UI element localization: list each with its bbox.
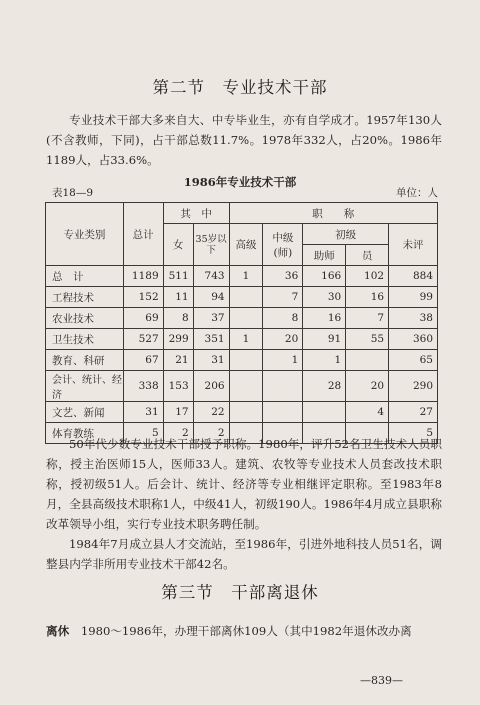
cell-female: 299 [163,329,193,350]
cell-assistant: 91 [303,329,346,350]
row-label: 体育教练 [46,423,124,444]
cell-senior [229,371,263,402]
cell-female: 8 [163,308,193,329]
cell-unrated: 884 [389,266,438,287]
section3-paragraph [46,621,442,641]
cell-assistant: 16 [303,308,346,329]
cell-senior [229,287,263,308]
table-row [46,371,438,402]
header-of-which: 其 中 [163,203,229,224]
cell-unrated: 38 [389,308,438,329]
cell-female: 21 [163,350,193,371]
row-label: 卫生技术 [46,329,124,350]
header-assistant: 助师 [303,245,346,266]
header-junior: 初级 [303,224,389,245]
cell-assistant: 1 [303,350,346,371]
cell-total: 338 [123,371,163,402]
cell-senior: 1 [229,329,263,350]
table-unit: 单位：人 [396,187,438,199]
page-number: —839— [360,674,403,687]
cell-total: 67 [123,350,163,371]
cell-staff: 4 [346,402,389,423]
cell-middle: 7 [263,287,303,308]
table-row [46,266,438,287]
header-category: 专业类别 [46,203,124,266]
cell-assistant: 30 [303,287,346,308]
header-unrated: 未评 [389,224,438,266]
cell-assistant: 166 [303,266,346,287]
cell-unrated: 27 [389,402,438,423]
cell-middle: 36 [263,266,303,287]
cell-under35: 351 [193,329,229,350]
intro-paragraph: 专业技术干部大多来自大、中专毕业生，亦有自学成才。1957年130人(不含教师，下同)，占干部总数11.7%。1978年332人，占20%。1986年1189人，占33.6%。 [46,113,442,167]
table-row [46,350,438,371]
row-label: 总 计 [46,266,124,287]
row-label: 工程技术 [46,287,124,308]
cell-senior: 1 [229,266,263,287]
cell-under35: 2 [193,423,229,444]
body-paragraph: 1984年7月成立县人才交流站，至1986年，引进外地科技人员51名，调整县内学非所用专业技术干部42名。 [46,537,442,571]
header-total: 总计 [123,203,163,266]
cell-middle: 8 [263,308,303,329]
cell-staff: 102 [346,266,389,287]
header-senior: 高级 [229,224,263,266]
cell-unrated: 99 [389,287,438,308]
header-middle: 中级(师) [263,224,303,266]
cell-under35: 22 [193,402,229,423]
cell-under35: 37 [193,308,229,329]
row-label: 教育、科研 [46,350,124,371]
cell-staff: 7 [346,308,389,329]
table-row [46,308,438,329]
section3-text: 1980～1986年，办理干部离休109人（其中1982年退休改办离 [80,624,412,638]
cell-under35: 206 [193,371,229,402]
cell-middle: 20 [263,329,303,350]
cell-assistant: 28 [303,371,346,402]
cell-total: 527 [123,329,163,350]
cell-total: 31 [123,402,163,423]
header-staff: 员 [346,245,389,266]
table-row [46,329,438,350]
table-number: 表18—9 [52,187,94,199]
cell-under35: 31 [193,350,229,371]
stats-table [45,202,438,444]
cell-staff: 55 [346,329,389,350]
section-title: 第二节 专业技术干部 [152,78,328,97]
section-title: 第三节 干部离退休 [161,583,319,602]
header-female: 女 [163,224,193,266]
cell-staff: 16 [346,287,389,308]
cell-middle [263,402,303,423]
cell-total: 5 [123,423,163,444]
cell-total: 1189 [123,266,163,287]
table-title: 1986年专业技术干部 [183,175,297,189]
cell-staff [346,350,389,371]
cell-female: 511 [163,266,193,287]
cell-assistant [303,402,346,423]
cell-total: 69 [123,308,163,329]
row-label: 文艺、新闻 [46,402,124,423]
lead-heading: 离休 [46,624,70,638]
cell-unrated: 290 [389,371,438,402]
table-row [46,402,438,423]
body-paragraph: 50年代少数专业技术干部授予职称。1980年，评升52名卫生技术人员职称，授主治医师15人，医师33人。建筑、农牧等专业技术人员套改技术职称，授初级51人。后会计、统计、经济等专业相继评定职称。至1983年8月，全县高级技术职称1人，中级41人，初级190人。1986年4月成立县职称改革领导小组，实行专业技术职务聘任制。 [46,437,442,531]
cell-female: 11 [163,287,193,308]
cell-middle [263,371,303,402]
row-label: 会计、统计、经济 [46,371,124,402]
header-under35: 35岁以下 [193,224,229,266]
cell-senior [229,350,263,371]
table-row [46,287,438,308]
row-label: 农业技术 [46,308,124,329]
cell-female: 153 [163,371,193,402]
cell-female: 17 [163,402,193,423]
cell-senior [229,402,263,423]
cell-senior [229,308,263,329]
cell-under35: 94 [193,287,229,308]
header-title-group: 职 称 [229,203,437,224]
cell-middle: 1 [263,350,303,371]
cell-female: 2 [163,423,193,444]
cell-under35: 743 [193,266,229,287]
cell-total: 152 [123,287,163,308]
cell-staff: 20 [346,371,389,402]
cell-unrated: 5 [389,423,438,444]
cell-unrated: 65 [389,350,438,371]
cell-unrated: 360 [389,329,438,350]
